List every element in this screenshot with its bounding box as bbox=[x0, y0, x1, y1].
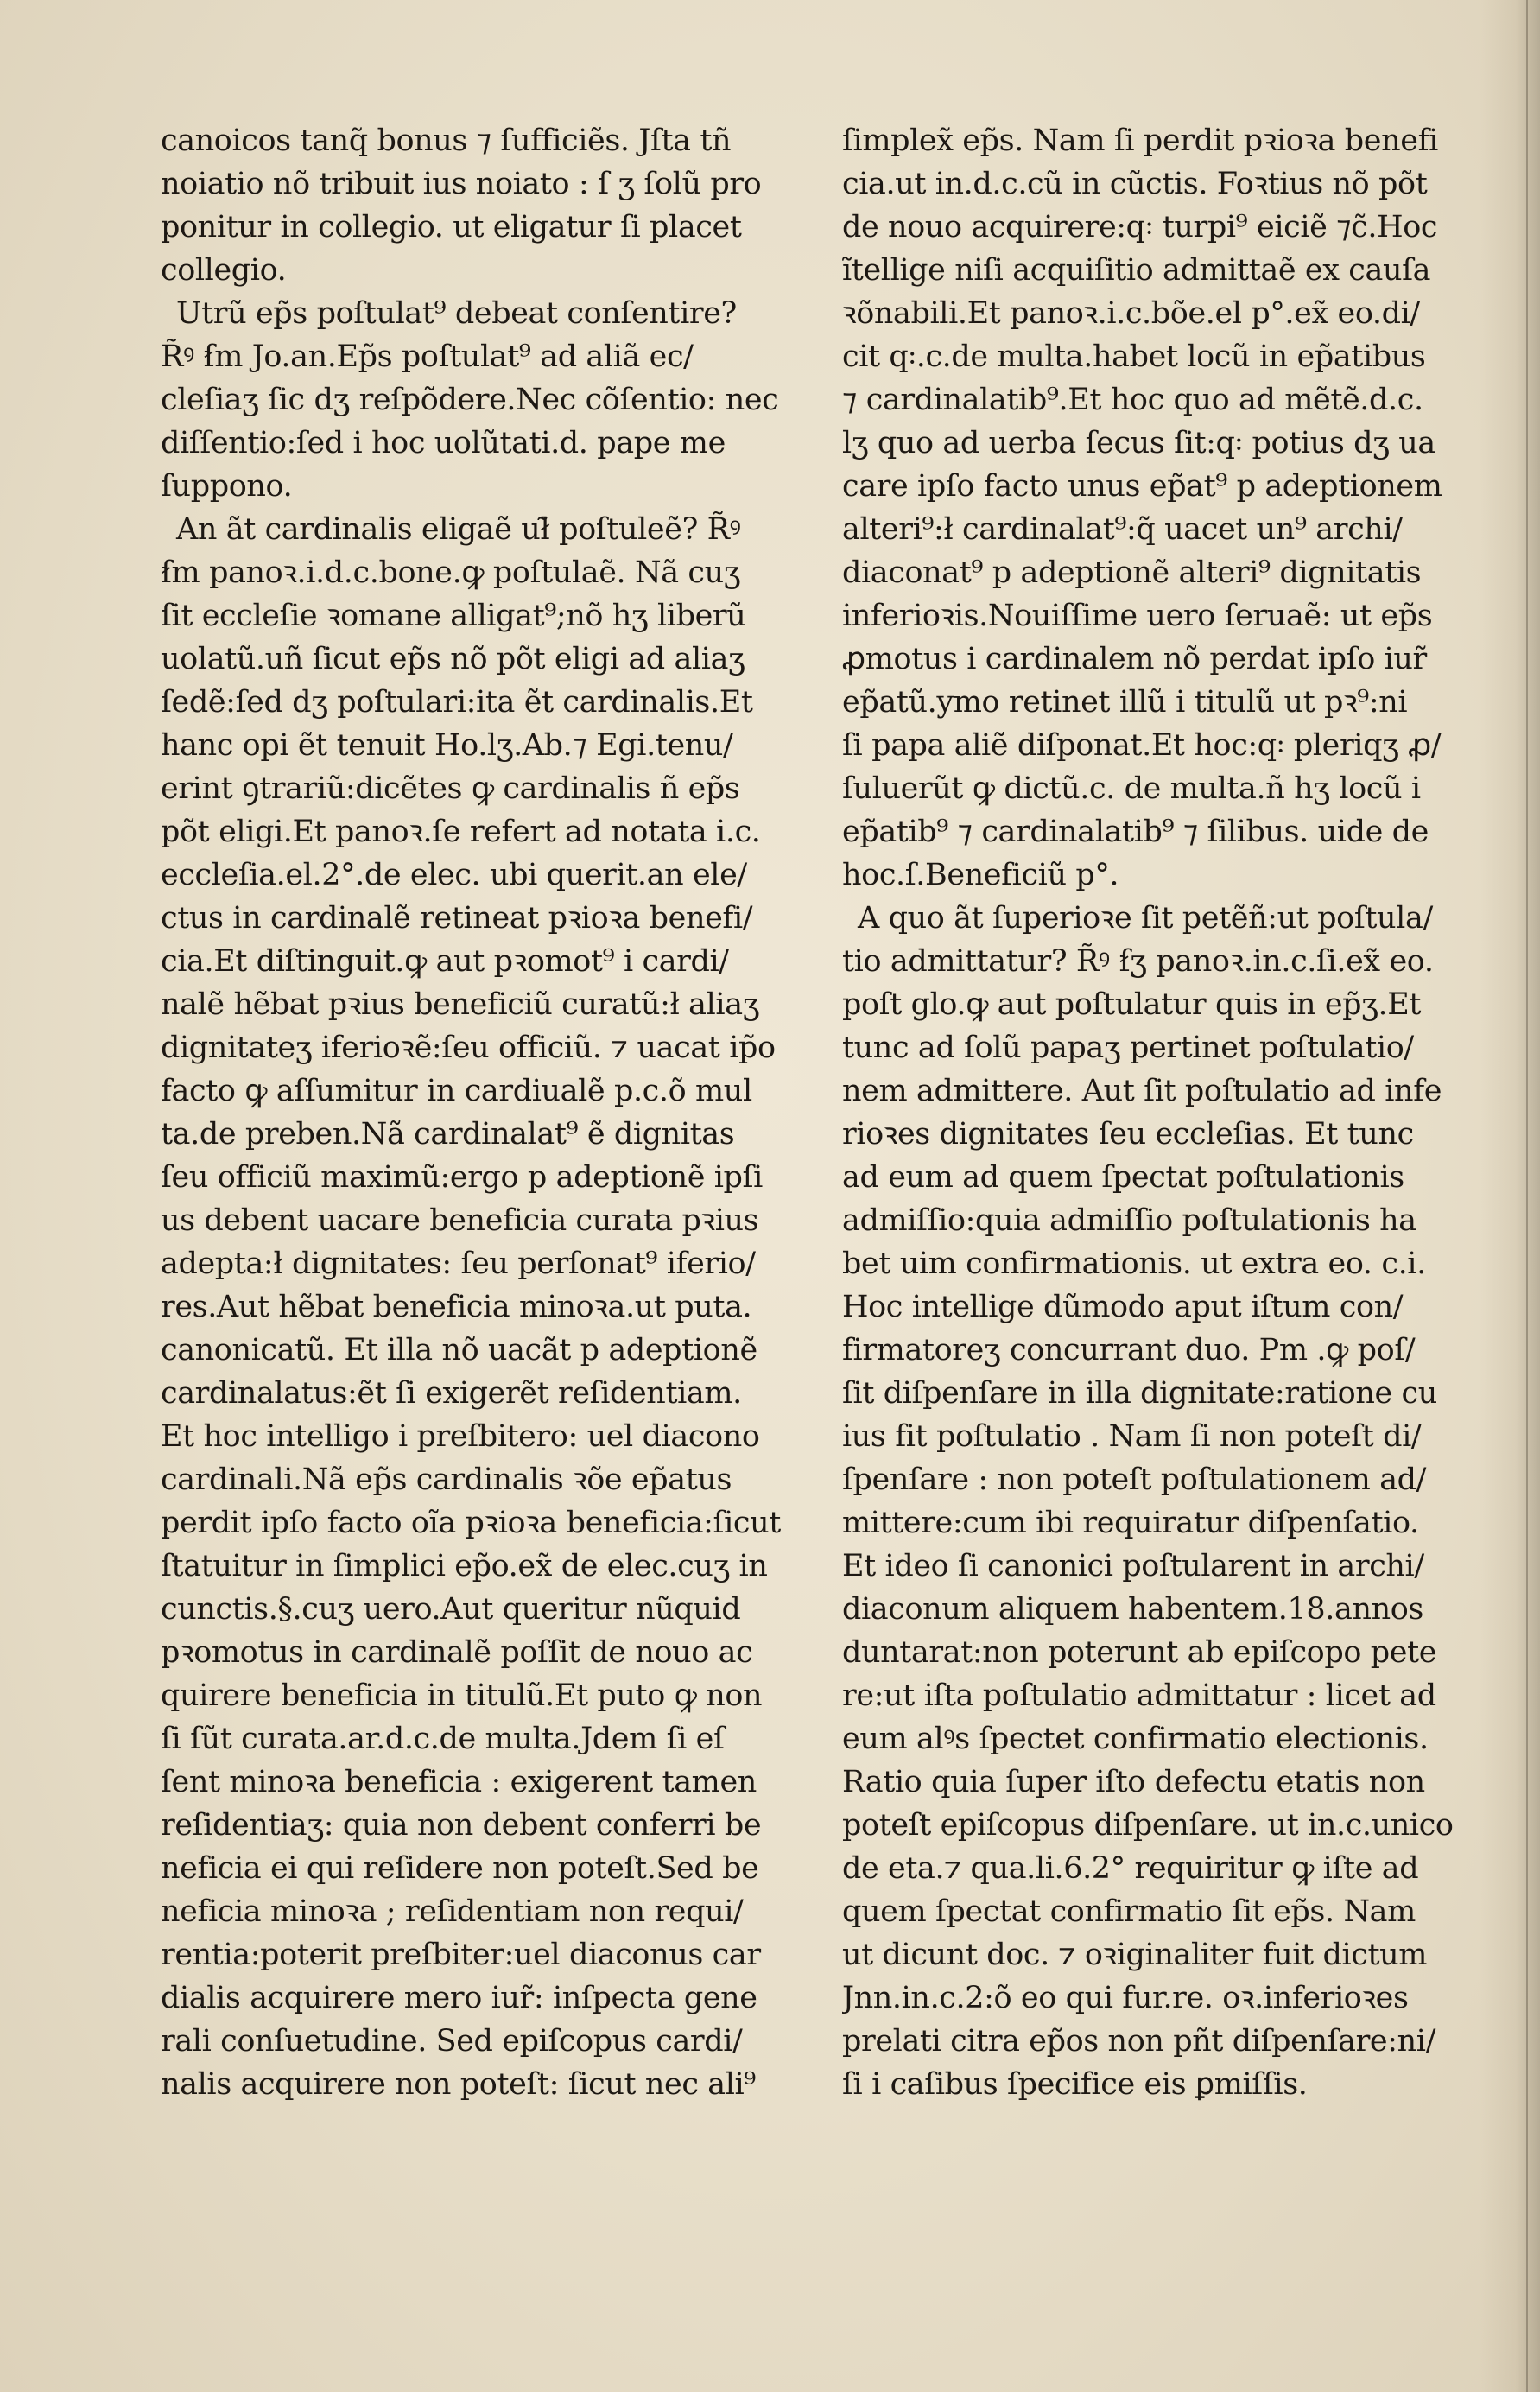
right-column-line: ep̃atib⁹ ⁊ cardinalatib⁹ ⁊ ſilibus. uide de bbox=[842, 815, 1429, 849]
left-column-line: ſi ſũt curata.ar.d.c.de multa.Jdem ſi eſ bbox=[161, 1722, 725, 1756]
left-column-line: dialis acquirere mero iur̃: inſpecta gene bbox=[161, 1981, 757, 2015]
left-column-line: nalis acquirere non poteſt: ſicut nec ali⁹ bbox=[161, 2067, 756, 2102]
left-column-line: us debent uacare beneficia curata pꝛius bbox=[161, 1203, 759, 1238]
left-column-line: ſtatuitur in ſimplici ep̃o.ex̃ de elec.cuʒ in bbox=[161, 1549, 768, 1583]
page-edge-shadow bbox=[1480, 0, 1540, 2392]
right-column-line: hoc.ſ.Beneficiũ p°. bbox=[842, 858, 1119, 892]
left-column-line: cardinalatus:ẽt ſi exigerẽt reſidentiam. bbox=[161, 1376, 742, 1411]
left-column-line: rentia:poterit preſbiter:uel diaconus car bbox=[161, 1938, 761, 1972]
left-column-line: ponitur in collegio. ut eligatur ſi placet bbox=[161, 210, 742, 244]
right-column-line: rioꝛes dignitates ſeu eccleſias. Et tunc bbox=[842, 1117, 1414, 1152]
right-column-line: poteſt epiſcopus diſpenſare. ut in.c.unico bbox=[842, 1808, 1454, 1843]
right-column-line: admiſſio:quia admiſſio poſtulationis ha bbox=[842, 1203, 1416, 1238]
right-column-line: ius fit poſtulatio . Nam ſi non poteſt di/ bbox=[842, 1419, 1422, 1454]
right-column-line: ⁊ cardinalatib⁹.Et hoc quo ad mẽtẽ.d.c. bbox=[842, 383, 1423, 417]
right-column-line: diaconat⁹ p adeptionẽ alteri⁹ dignitatis bbox=[842, 555, 1422, 590]
right-column-line: diaconum aliquem habentem.18.annos bbox=[842, 1592, 1423, 1627]
left-column-line: neficia minoꝛa ; reſidentiam non requi/ bbox=[161, 1894, 744, 1929]
left-column-line: reſidentiaʒ: quia non debent conferri be bbox=[161, 1808, 762, 1843]
left-column-line: R̃ꝰ ẜm Jo.an.Ep̃s poſtulat⁹ ad aliã ec/ bbox=[161, 339, 694, 374]
right-column-line: ſi papa aliẽ diſponat.Et hoc:q꞉ pleriqʒ ꝓ/ bbox=[842, 728, 1442, 763]
right-column-line: tio admittatur? R̃ꝰ ẜʒ panoꝛ.in.c.ſi.ex̃ eo. bbox=[842, 944, 1434, 979]
left-column-line: põt eligi.Et panoꝛ.ſe refert ad notata i.c. bbox=[161, 815, 761, 849]
right-column-line: de eta.⁊ qua.li.6.2° requiritur ꝙ iſte ad bbox=[842, 1851, 1419, 1886]
left-column-line: cardinali.Nã ep̃s cardinalis ꝛõe ep̃atus bbox=[161, 1462, 732, 1497]
right-column-line: quem ſpectat confirmatio ſit ep̃s. Nam bbox=[842, 1894, 1416, 1929]
left-column-line: nalẽ hẽbat pꝛius beneficiũ curatũ:ł aliaʒ bbox=[161, 987, 760, 1022]
left-column-line: cunctis.§.cuʒ uero.Aut queritur nũquid bbox=[161, 1592, 741, 1627]
right-column-line: re:ut iſta poſtulatio admittatur : licet ad bbox=[842, 1678, 1436, 1713]
right-column-line: ſi i caſibus ſpecifice eis ꝑmiſſis. bbox=[842, 2067, 1308, 2102]
left-column-line: ſent minoꝛa beneficia : exigerent tamen bbox=[161, 1765, 757, 1799]
right-column-line: tunc ad ſolũ papaʒ pertinet poſtulatio/ bbox=[842, 1031, 1414, 1065]
left-column-line: quirere beneficia in titulũ.Et puto ꝙ non bbox=[161, 1678, 763, 1713]
right-column-line: mittere:cum ibi requiratur diſpenſatio. bbox=[842, 1506, 1419, 1540]
right-column-line: duntarat:non poterunt ab epiſcopo pete bbox=[842, 1635, 1437, 1670]
right-column-line: de nouo acquirere:q꞉ turpi⁹ eiciẽ ⁊c̃.Hoc bbox=[842, 210, 1438, 244]
right-column-line: Hoc intellige dũmodo aput iſtum con/ bbox=[842, 1290, 1404, 1324]
left-column-line: ſedẽ:ſed dʒ poſtulari:ita ẽt cardinalis.Et bbox=[161, 685, 753, 720]
right-column-line: ep̃atũ.ymo retinet illũ i titulũ ut pꝛ⁹:ni bbox=[842, 685, 1408, 720]
right-column-line: nem admittere. Aut ſit poſtulatio ad infe bbox=[842, 1074, 1442, 1108]
left-column-line: dignitateʒ iferioꝛẽ:ſeu officiũ. ⁊ uacat ip̃o bbox=[161, 1031, 776, 1065]
right-column-line: prelati citra ep̃os non pñt diſpenſare:ni/ bbox=[842, 2024, 1435, 2059]
right-column-line: cit q꞉.c.de multa.habet locũ in ep̃atibus bbox=[842, 339, 1426, 374]
right-column-line: ꝓmotus i cardinalem nõ perdat ipſo iur̃ bbox=[842, 642, 1427, 676]
right-column-line: inferioꝛis.Nouiſſime uero ſeruaẽ: ut ep̃s bbox=[842, 599, 1433, 633]
left-column-line: Utrũ ep̃s poſtulat⁹ debeat conſentire? bbox=[176, 296, 737, 331]
right-column-line: Jnn.in.c.2:õ eo qui fur.re. oꝛ.inferioꝛes bbox=[842, 1981, 1409, 2015]
left-column-line: ctus in cardinalẽ retineat pꝛioꝛa benefi/ bbox=[161, 901, 753, 936]
left-column-line: Et hoc intelligo i preſbitero: uel diacono bbox=[161, 1419, 760, 1454]
left-column-line: ta.de preben.Nã cardinalat⁹ ẽ dignitas bbox=[161, 1117, 735, 1152]
left-column-line: noiatio nõ tribuit ius noiato : ſ ʒ ſolũ pro bbox=[161, 167, 762, 201]
left-column-line: ſuppono. bbox=[161, 469, 293, 504]
right-column-line: ſuluerũt ꝙ dictũ.c. de multa.ñ hʒ locũ i bbox=[842, 771, 1421, 806]
right-text-column bbox=[842, 119, 1464, 2106]
left-column-line: An ãt cardinalis eligaẽ uł̃ poſtuleẽ? R̃ꝰ bbox=[176, 512, 741, 547]
left-column-line: ſit eccleſie ꝛomane alligat⁹;nõ hʒ liberũ bbox=[161, 599, 746, 633]
left-column-line: pꝛomotus in cardinalẽ poſſit de nouo ac bbox=[161, 1635, 753, 1670]
right-column-line: Ratio quia ſuper iſto defectu etatis non bbox=[842, 1765, 1425, 1799]
right-column-line: lʒ quo ad uerba ſecus ſit:q꞉ potius dʒ ua bbox=[842, 426, 1435, 460]
left-column-line: hanc opi ẽt tenuit Ho.lʒ.Ab.⁊ Egi.tenu/ bbox=[161, 728, 733, 763]
left-text-column bbox=[161, 119, 793, 2106]
left-column-line: neficia ei qui reſidere non poteſt.Sed be bbox=[161, 1851, 759, 1886]
left-column-line: canonicatũ. Et illa nõ uacãt p adeptionẽ bbox=[161, 1333, 757, 1367]
right-column-line: ut dicunt doc. ⁊ oꝛiginaliter fuit dictum bbox=[842, 1938, 1428, 1972]
right-column-line: bet uim confirmationis. ut extra eo. c.i. bbox=[842, 1247, 1426, 1281]
right-column-line: ꝛõnabili.Et panoꝛ.i.c.bõe.el p°.ex̃ eo.di/ bbox=[842, 296, 1420, 331]
right-column-line: ad eum ad quem ſpectat poſtulationis bbox=[842, 1160, 1404, 1195]
left-column-line: ẜm panoꝛ.i.d.c.bone.ꝙ poſtulaẽ. Nã cuʒ bbox=[161, 555, 741, 590]
left-column-line: adepta:ł dignitates: ſeu perſonat⁹ iferio/ bbox=[161, 1247, 756, 1281]
right-column-line: ſpenſare : non poteſt poſtulationem ad/ bbox=[842, 1462, 1427, 1497]
left-column-line: collegio. bbox=[161, 253, 287, 288]
left-column-line: res.Aut hẽbat beneficia minoꝛa.ut puta. bbox=[161, 1290, 752, 1324]
left-column-line: cleſiaʒ ſic dʒ reſpõdere.Nec cõſentio: nec bbox=[161, 383, 779, 417]
left-column-line: eccleſia.el.2°.de elec. ubi querit.an ele/ bbox=[161, 858, 747, 892]
right-column-line: ĩtellige niſi acquiſitio admittaẽ ex cauſa bbox=[842, 253, 1431, 288]
left-column-line: uolatũ.uñ ſicut ep̃s nõ põt eligi ad aliaʒ bbox=[161, 642, 745, 676]
page-edge-line bbox=[1526, 0, 1528, 2392]
left-column-line: rali conſuetudine. Sed epiſcopus cardi/ bbox=[161, 2024, 743, 2059]
right-column-line: eum alꝰs ſpectet confirmatio electionis. bbox=[842, 1722, 1429, 1756]
left-column-line: canoicos tanq̃ bonus ⁊ ſufficiẽs. Jſta tñ bbox=[161, 124, 732, 158]
left-column-line: perdit ipſo facto oĩa pꝛioꝛa beneficia:ſicut bbox=[161, 1506, 781, 1540]
right-column-line: firmatoreʒ concurrant duo. Pm .ꝙ poſ/ bbox=[842, 1333, 1416, 1367]
left-column-line: facto ꝙ aſſumitur in cardiualẽ p.c.õ mul bbox=[161, 1074, 752, 1108]
right-column-line: ſimplex̃ ep̃s. Nam ſi perdit pꝛioꝛa benefi bbox=[842, 124, 1438, 158]
right-column-line: Et ideo ſi canonici poſtularent in archi/ bbox=[842, 1549, 1424, 1583]
right-column-line: poſt glo.ꝙ aut poſtulatur quis in ep̃ʒ.Et bbox=[842, 987, 1422, 1022]
right-column-line: A quo ãt ſuperioꝛe ſit petẽñ:ut poſtula/ bbox=[858, 901, 1433, 936]
right-column-line: ſit diſpenſare in illa dignitate:ratione cu bbox=[842, 1376, 1437, 1411]
right-column-line: cia.ut in.d.c.cũ in cũctis. Foꝛtius nõ põt bbox=[842, 167, 1428, 201]
right-column-line: alteri⁹:ł cardinalat⁹:q̃ uacet un⁹ archi/ bbox=[842, 512, 1403, 547]
left-column-line: cia.Et diſtinguit.ꝙ aut pꝛomot⁹ i cardi/ bbox=[161, 944, 729, 979]
left-column-line: erint ꝯtrariũ:dicẽtes ꝙ cardinalis ñ ep̃s bbox=[161, 771, 740, 806]
left-column-line: diſſentio:ſed i hoc uolũtati.d. pape me bbox=[161, 426, 726, 460]
right-column-line: care ipſo facto unus ep̃at⁹ p adeptionem bbox=[842, 469, 1442, 504]
left-column-line: ſeu officiũ maximũ:ergo p adeptionẽ ipſi bbox=[161, 1160, 763, 1195]
